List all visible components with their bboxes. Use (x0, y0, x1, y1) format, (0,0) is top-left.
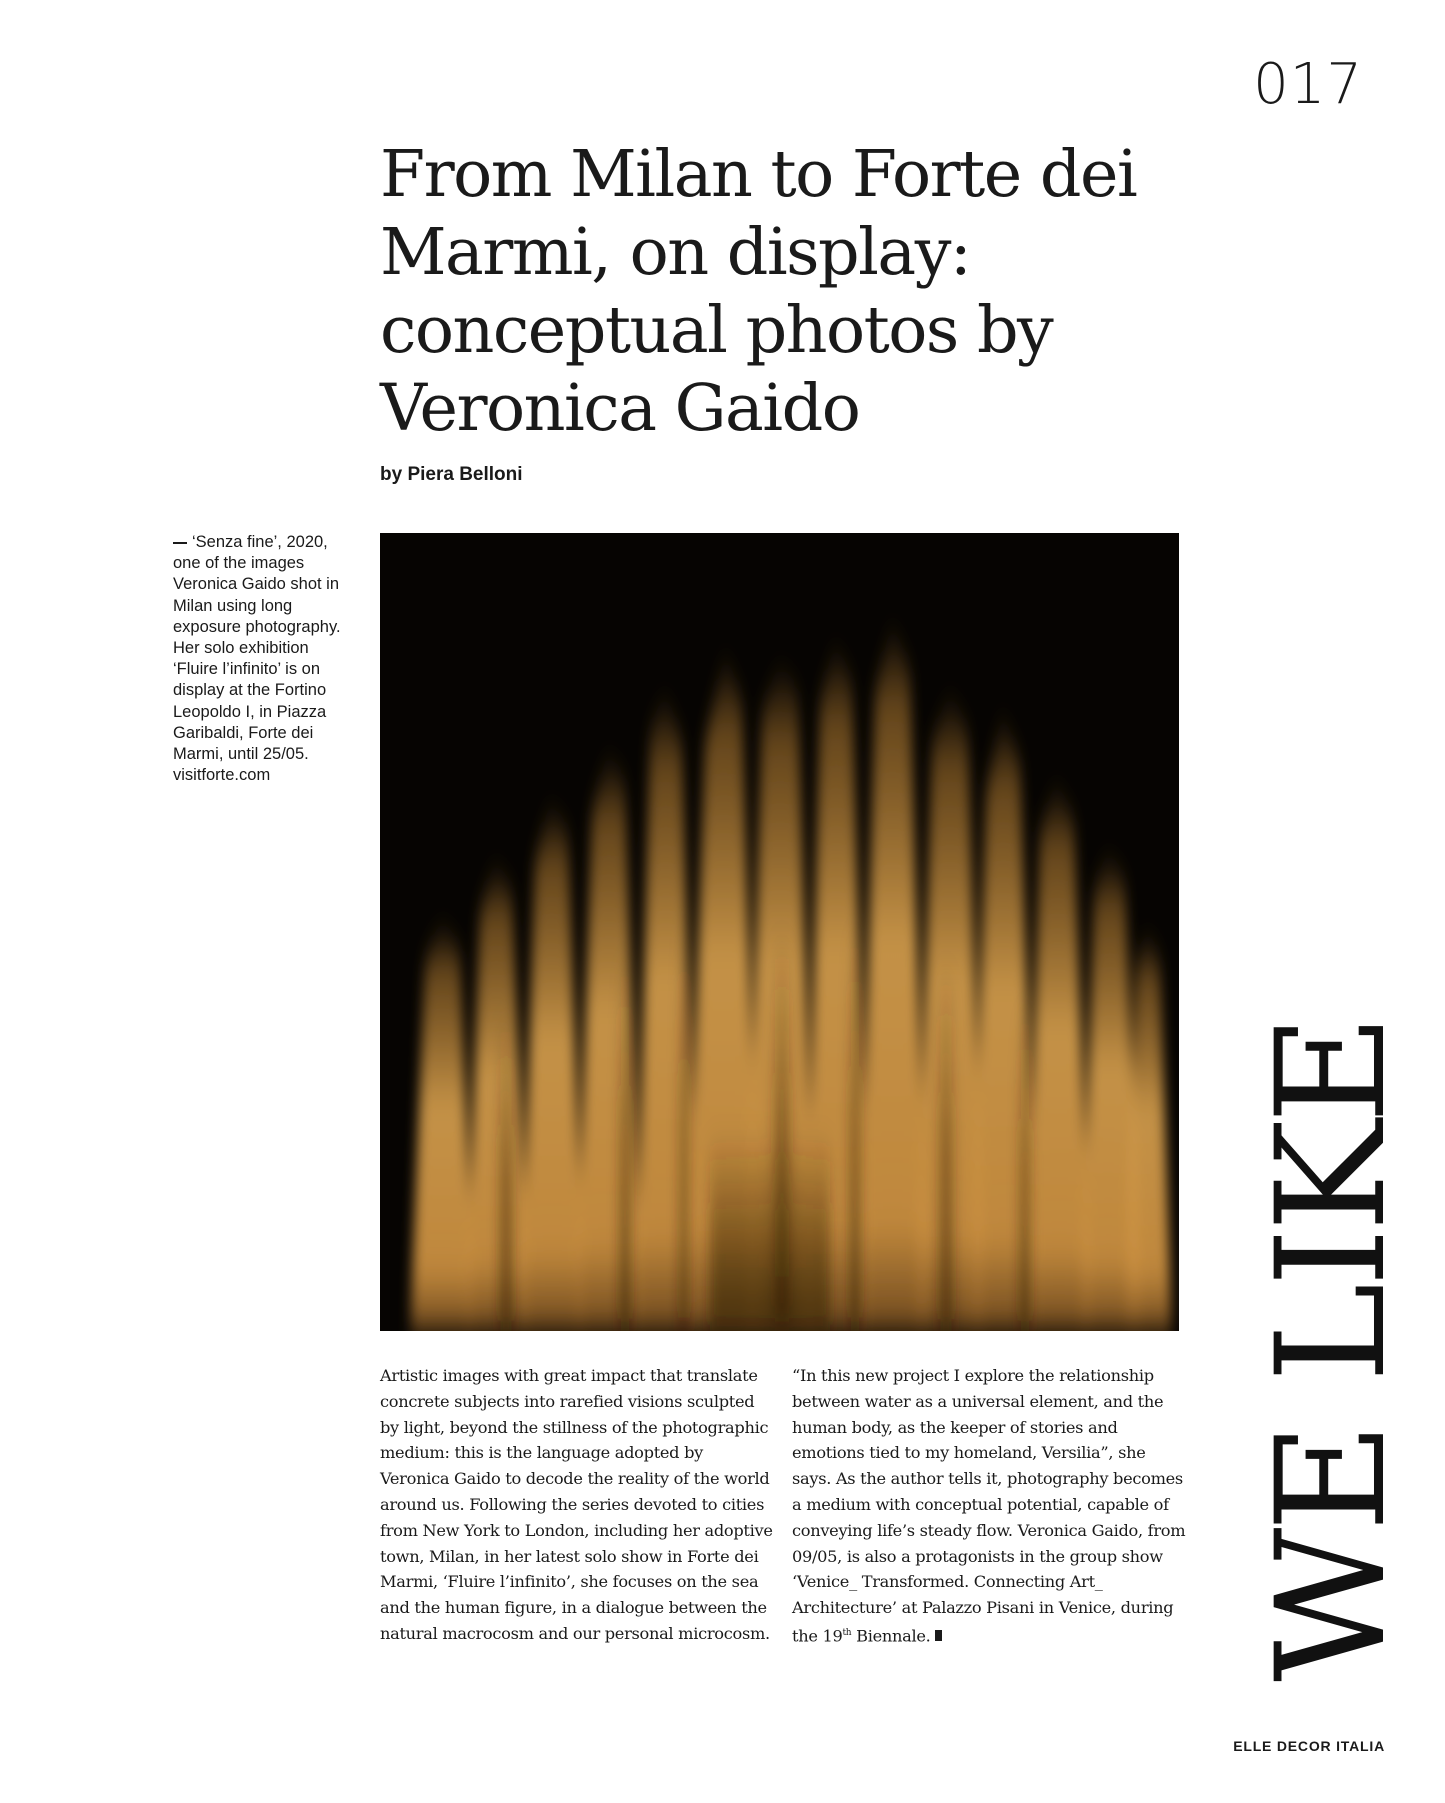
article-photo (380, 533, 1179, 1331)
body-right-text: “In this new project I explore the relationship between water as a universal element, and the human body, as the keeper of stories and emotions tied to my homeland, Versilia”, she says. As the author tells it, photography becomes a medium with conceptual potential, capable of conveying life’s steady flow. Veronica Gaido, from 09/05, is also a protagonists in the group show ‘Venice_ Transformed. Connecting Art_ Architecture’ at Palazzo Pisani in Venice, during the 19 (792, 1366, 1186, 1646)
photo-caption-text: ‘Senza fine’, 2020, one of the images Veronica Gaido shot in Milan using long exposure photography. Her solo exhibition ‘Fluire l’infinito’ is on display at the Fortino Leopoldo I, in Piazza Garibaldi, Forte dei Marmi, until 25/05. visitforte.com (173, 533, 341, 785)
long-exposure-cathedral-image (380, 533, 1179, 1331)
body-column-right (792, 1363, 1187, 1649)
body-right-ending: Biennale. (851, 1626, 931, 1646)
article-headline: From Milan to Forte dei Marmi, on display: conceptual photos by Veronica Gaido (380, 137, 1137, 446)
ordinal-suffix: th (842, 1627, 852, 1638)
end-mark (935, 1630, 942, 1641)
caption-dash (173, 542, 187, 544)
photo-caption (173, 532, 355, 786)
page-number: 017 (1253, 52, 1363, 117)
body-paragraph-left: Artistic images with great impact that translate concrete subjects into rarefied visions sculpted by light, beyond the stillness of the photographic medium: this is the language adopted by Veronica Gaido to decode the reality of the world around us. Following the series devoted to cities from New York to London, including her adoptive town, Milan, in her latest solo show in Forte dei Marmi, ‘Fluire l’infinito’, she focuses on the sea and the human figure, in a dialogue between the natural macrocosm and our personal microcosm. (380, 1366, 773, 1643)
magazine-name: ELLE DECOR ITALIA (1233, 1738, 1385, 1754)
article-byline: by Piera Belloni (380, 464, 523, 485)
body-column-left (380, 1363, 775, 1647)
section-title (1245, 1002, 1419, 1697)
body-paragraph-right (792, 1363, 1187, 1649)
section-title-text: WE LIKE (1245, 1018, 1419, 1682)
